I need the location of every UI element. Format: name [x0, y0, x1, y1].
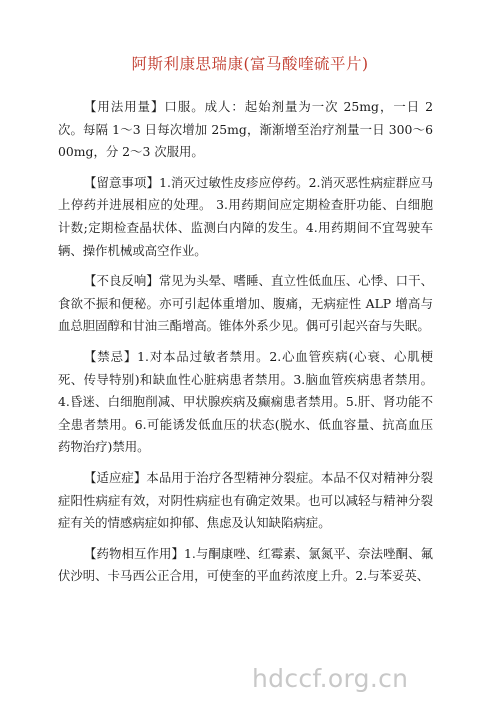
section-text: 本品用于治疗各型精神分裂症。本品不仅对精神分裂症阳性病症有效，对阴性病症也有确定效果。也可以减轻与精神分裂症有关的情感病症如抑郁、焦虑及认知缺陷病症。: [58, 469, 434, 531]
document-title: 阿斯利康思瑞康(富马酸喹硫平片): [131, 55, 369, 73]
section-adverse-reactions: [58, 270, 433, 338]
section-text: 常见为头晕、嗜睡、直立性低血压、心悸、口干、食欲不振和便秘。亦可引起体重增加、腹痛，无病症性 ALP 增高与血总胆固醇和甘油三酯增高。锥体外系少见。偶可引起兴奋与失眠。: [58, 273, 434, 334]
section-contraindications: [58, 346, 433, 459]
section-indications: [58, 467, 433, 535]
section-dosage: [58, 96, 433, 164]
section-text: 1.与酮康唑、红霉素、氯氮平、奈法唑酮、氟伏沙明、卡马西公正合用，可使奎的平血药浓度上升。2.与苯妥英、: [58, 545, 434, 584]
document-body: [58, 96, 433, 596]
section-precautions: [58, 172, 433, 262]
section-text: 1.对本品过敏者禁用。2.心血管疾病(心衰、心肌梗死、传导特别)和缺血性心脏病患者禁用。3.脑血管疾病患者禁用。4.昏迷、白细胞削减、甲状腺疾病及癫痫患者禁用。5.肝、肾功能不全患者禁用。6.可能诱发低血压的状态(脱水、低血容量、抗高血压药物治疗)禁用。: [58, 348, 434, 455]
section-label: 【药物相互作用】: [84, 545, 184, 561]
site-watermark: hdccf.org.cn: [252, 664, 409, 693]
section-label: 【不良反响】: [84, 273, 159, 289]
section-drug-interactions: [58, 543, 433, 588]
section-label: 【适应症】: [84, 469, 147, 485]
section-label: 【留意事项】: [84, 174, 160, 190]
section-label: 【用法用量】: [84, 99, 165, 114]
section-text: 口服。成人：起始剂量为一次 25mg，一日 2 次。每隔 1～3 日每次增加 25mg，渐渐增至治疗剂量一日 300～600mg，分 2～3 次服用。: [58, 99, 433, 160]
section-text: 1.消灭过敏性皮疹应停药。2.消灭恶性病症群应马上停药并进展相应的处理。 3.用药期间应定期检查肝功能、白细胞计数;定期检查晶状体、监测白内障的发生。4.用药期间不宜驾驶车辆、操作机械或高空作业。: [58, 174, 433, 258]
section-label: 【禁忌】: [84, 348, 138, 364]
